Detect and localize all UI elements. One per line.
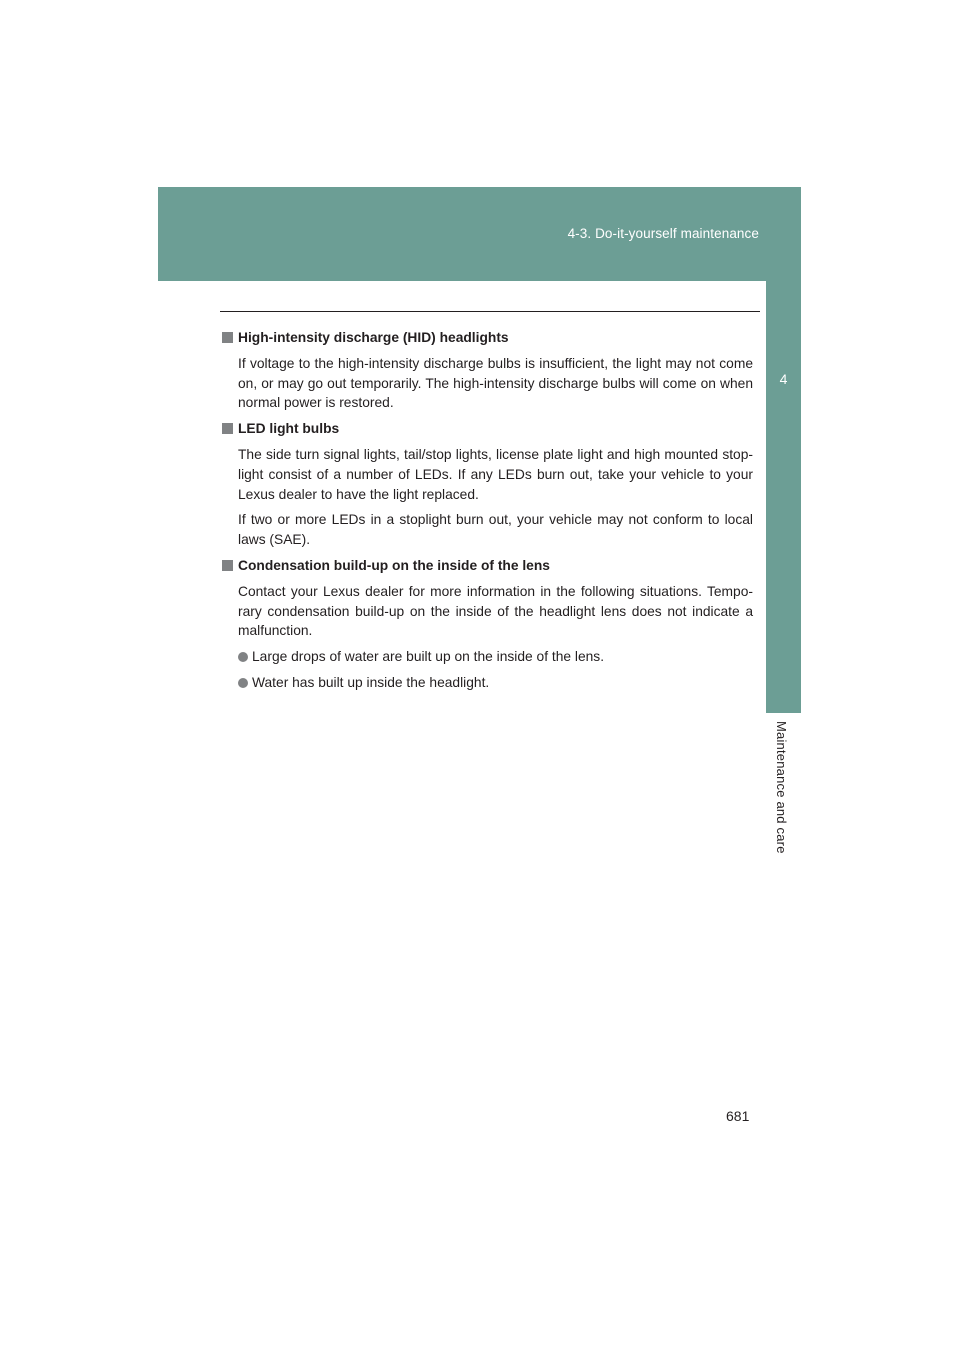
page-number: 681 [726, 1108, 750, 1124]
square-bullet-icon [222, 560, 233, 571]
paragraph: If two or more LEDs in a stoplight burn out, your vehicle may not conform to local laws (SAE). [238, 512, 753, 548]
section-heading-text: Condensation build-up on the inside of the lens [238, 557, 550, 573]
section-heading [222, 419, 753, 439]
section-heading-text: LED light bulbs [238, 421, 340, 437]
paragraph: If voltage to the high-intensity discharge bulbs is insufficient, the light may not come on, or may go out temporarily. The high-intensity discharge bulbs will come on when normal power is restored. [238, 355, 753, 411]
chapter-number: 4 [779, 371, 788, 387]
square-bullet-icon [222, 423, 233, 434]
section-heading-text: High-intensity discharge (HID) headlights [238, 330, 509, 345]
header-rule [220, 311, 760, 312]
round-bullet-icon [238, 678, 248, 688]
chapter-tab [766, 281, 801, 713]
list-item-text: Water has built up inside the headlight. [252, 674, 490, 690]
chapter-label: Maintenance and care [774, 721, 789, 854]
square-bullet-icon [222, 332, 233, 343]
header-band [158, 187, 801, 281]
page-content [222, 328, 753, 699]
paragraph: Contact your Lexus dealer for more information in the following situations. Tempo-rary condensation build-up on the inside of the headlight lens does not indicate a malfunction. [238, 583, 753, 639]
chapter-label-wrap [772, 721, 794, 871]
paragraph: The side turn signal lights, tail/stop lights, license plate light and high mounted stop-light consist of a number of LEDs. If any LEDs burn out, take your vehicle to your Lexus dealer to have the light replaced. [238, 446, 753, 502]
round-bullet-icon [238, 652, 248, 662]
section-heading [222, 328, 753, 348]
list-item [238, 647, 753, 667]
section-heading [222, 556, 753, 576]
section-title: 4-3. Do-it-yourself maintenance [567, 226, 759, 241]
list-item [238, 673, 753, 693]
list-item-text: Large drops of water are built up on the inside of the lens. [252, 649, 605, 665]
